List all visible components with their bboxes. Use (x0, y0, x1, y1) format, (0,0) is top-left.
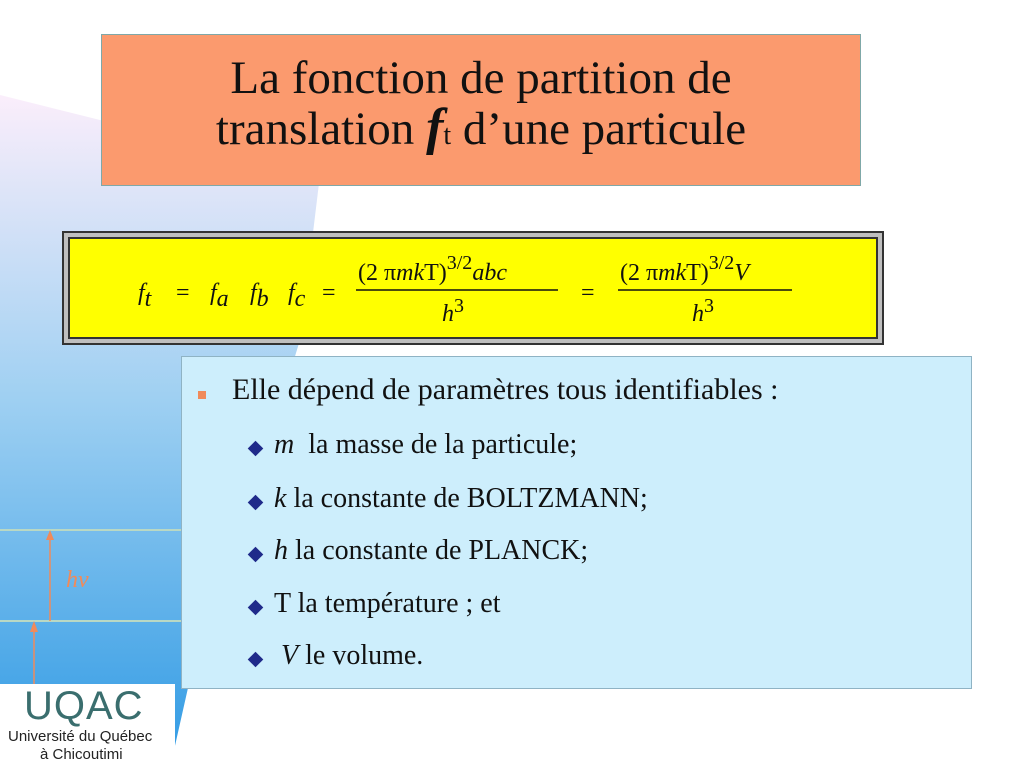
logo-wordmark: UQAC (24, 684, 144, 728)
den1-h: h (442, 301, 454, 327)
svg-text:(2 πmkT)3/2V (620, 252, 751, 286)
svg-text:fb (250, 280, 269, 312)
diamond-bullet-icon (248, 600, 264, 616)
svg-text:h3 (692, 295, 714, 327)
fa-sub: a (216, 286, 229, 312)
formula-equation (64, 233, 886, 347)
num1-T: T) (424, 260, 447, 286)
title-text: translation (215, 103, 427, 155)
num1-post: abc (472, 260, 507, 286)
num2-mk: mk (658, 260, 687, 286)
svg-text:fa (210, 280, 229, 312)
diamond-bullet-icon (248, 441, 264, 457)
num2-pre: (2 π (620, 260, 659, 286)
uqac-logo (0, 684, 175, 768)
diamond-bullet-icon (248, 547, 264, 563)
content-panel (181, 356, 972, 689)
item-text: la constante de PLANCK; (288, 535, 589, 566)
fc-sub: c (294, 286, 306, 312)
logo-line-2: à Chicoutimi (40, 746, 123, 763)
intro-text: Elle dépend de paramètres tous identifiables : (232, 373, 779, 406)
num2-post: V (734, 260, 749, 286)
list-item (274, 640, 423, 672)
num1-mk: mk (396, 260, 425, 286)
eq-sign-3: = (581, 280, 595, 306)
logo-line-1: Université du Québec (8, 728, 153, 745)
slide-title (101, 34, 861, 186)
lhs-f: f (138, 280, 145, 306)
eq-sign-2: = (322, 280, 336, 306)
num1-exp: 3/2 (446, 252, 473, 274)
diamond-bullet-icon (248, 652, 264, 668)
formula-panel (62, 231, 884, 345)
item-text: la constante de BOLTZMANN; (286, 483, 648, 514)
den2-h: h (692, 301, 704, 327)
title-line-1: La fonction de partition de (230, 52, 732, 104)
fc: f (288, 280, 295, 306)
list-item (274, 429, 577, 461)
lhs-sub: t (144, 286, 152, 312)
svg-text:ft (138, 280, 153, 312)
fb-sub: b (256, 286, 269, 312)
fb: f (250, 280, 257, 306)
item-symbol: k (274, 483, 287, 514)
eq-sign-1: = (176, 280, 190, 306)
diamond-bullet-icon (248, 495, 264, 511)
list-item (274, 588, 501, 620)
item-text: T la température ; et (274, 588, 501, 619)
fa: f (210, 280, 217, 306)
item-symbol: V (274, 640, 299, 671)
title-text-end: d’une particule (451, 103, 747, 155)
num1-pre: (2 π (358, 260, 397, 286)
svg-text:h3 (442, 295, 464, 327)
title-subscript: t (443, 120, 452, 151)
svg-text:fc (288, 280, 306, 312)
num2-T: T) (686, 260, 709, 286)
item-symbol: m (274, 429, 295, 460)
item-symbol: h (274, 535, 288, 566)
item-text: le volume. (298, 640, 424, 671)
svg-text:(2 πmkT)3/2abc (358, 252, 507, 286)
list-item (274, 535, 588, 567)
title-line-2 (102, 99, 860, 161)
title-f-symbol: f (426, 99, 444, 156)
den1-exp: 3 (454, 295, 464, 317)
list-item (274, 483, 648, 515)
item-text: la masse de la particule; (294, 429, 578, 460)
photon-energy-label: hν (66, 567, 89, 593)
den2-exp: 3 (704, 295, 714, 317)
num2-exp: 3/2 (708, 252, 735, 274)
square-bullet-icon (198, 391, 206, 399)
